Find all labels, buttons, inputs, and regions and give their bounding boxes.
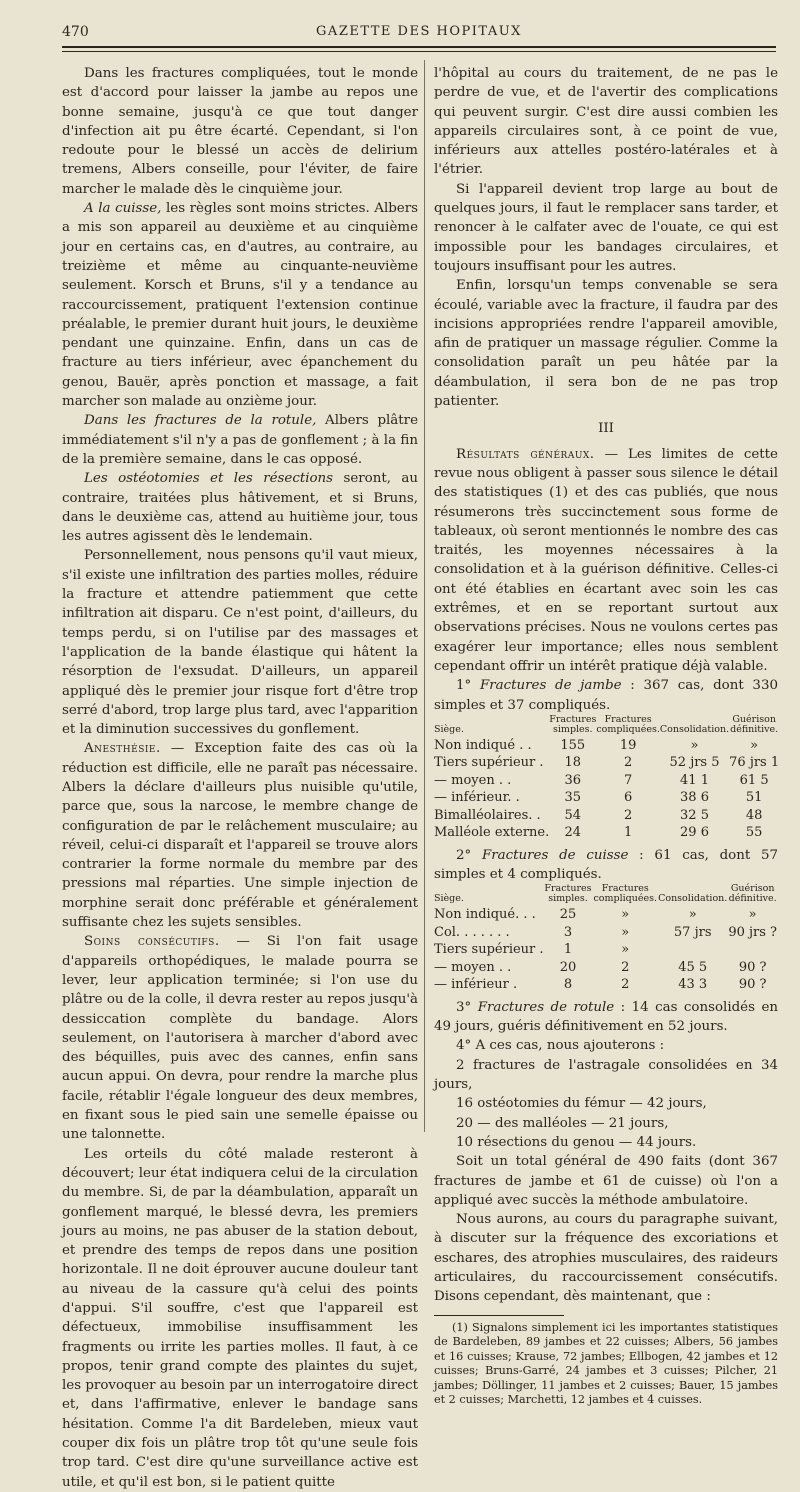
paragraph: Anesthésie. — Exception faite des cas où la réduction est difficile, elle ne paraît pas nécessaire. Albers la déclare d'ailleurs plus nuisible qu'utile, parce que, sous la narcose, le membre change de configuration de par le relâchement musculaire; au réveil, celui-ci disparaît et l'appareil se trouve alors contrarier la forme normale du membre par des pressions mal réparties. Une simple injection de morphine serait donc préférable et généralement suffisante chez les sujets sensibles. xyxy=(62,741,418,931)
table-row xyxy=(434,737,779,755)
table-cell: 76 jrs 1 xyxy=(729,755,780,771)
list-item: 20 — des malléoles — 21 jours, xyxy=(456,1115,669,1131)
table-cell: » xyxy=(621,907,630,923)
paragraph: Dans les fractures compliquées, tout le monde est d'accord pour laisser la jambe au repos une bonne semaine, jusqu'à ce que tout danger d'infection ait pu être écarté. Cependant, si l'on redoute pour le blessé un accès de delirium tremens, Albers conseille, pour l'éviter, de faire marcher le malade dès le cinquième jour. xyxy=(62,66,418,197)
header-rule-thick xyxy=(62,46,776,48)
table-cell: Non indiqué. . . xyxy=(434,907,536,923)
column-header: Fractures simples. xyxy=(549,713,597,735)
table-cell: 61 5 xyxy=(739,772,769,788)
table-row xyxy=(434,754,779,772)
paragraph: Les orteils du côté malade resteront à découvert; leur état indiquera celui de la circulation du membre. Si, de par la déambulation, apparaît un gonflement marqué, le blessé devra, les premiers jours au moins, ne pas abuser de la station debout, et prendre des temps de repos dans une position horizontale. Il ne doit éprouver aucune douleur tant au niveau de la cassure qu'à celui des points d'appui. S'il souffre, c'est que l'appareil est défectueux, immobilise insuffisamment les fragments ou irrite les parties molles. Il faut, à ce propos, tenir grand compte des plaintes du sujet, les provoquer au besoin par un interrogatoire direct et, dans l'affirmative, enlever le bandage sans hésitation. Comme l'a dit Bardeleben, mieux vaut couper dix fois un plâtre trop tôt qu'une seule fois trop tard. C'est dire qu'une surveillance active est utile, et qu'il est bon, si le patient quitte xyxy=(62,1146,418,1490)
table-row xyxy=(434,824,779,842)
table-cell: 29 6 xyxy=(680,825,709,841)
list-item: 16 ostéotomies du fémur — 42 jours, xyxy=(456,1096,707,1112)
table-cell xyxy=(658,941,727,959)
journal-title: GAZETTE DES HOPITAUX xyxy=(316,24,522,39)
table-cell: 6 xyxy=(623,790,633,806)
table-cell: 2 xyxy=(621,977,630,993)
table-cell: 35 xyxy=(564,790,582,806)
column-divider xyxy=(424,60,425,1132)
column-header: Fractures compliquées. xyxy=(593,883,658,905)
paragraph: Enfin, lorsqu'un temps convenable se sera écoulé, variable avec la fracture, il faudra par des incisions appropriées rendre l'appareil amovible, afin de pratiquer un massage régulier. Comme la consolidation paraît un peu hâtée par la déambulation, il sera bon de ne pas trop patienter. xyxy=(434,278,778,410)
table-cell: 90 ? xyxy=(738,977,767,993)
table-cell: 32 5 xyxy=(680,807,709,823)
table-cell: 2 xyxy=(623,807,633,823)
paragraph: Soit un total général de 490 faits (dont 367 fractures de jambe et 61 de cuisse) où l'on a appliqué avec succès la méthode ambulatoire. xyxy=(434,1154,778,1208)
table-cell: 57 jrs xyxy=(673,924,712,940)
table-cell: » xyxy=(690,737,699,753)
table-cell: 1 xyxy=(563,942,573,958)
thigh-fracture-table xyxy=(434,884,778,994)
table-row xyxy=(434,789,779,807)
paragraph: A la cuisse, les règles sont moins strictes. Albers a mis son appareil au deuxième et au cinquième jour en certains cas, en d'autres, au contraire, au treizième et même au cinquante-neuvième seulement. Korsch et Bruns, s'il y a tendance au raccourcissement, pratiquent l'extension continue préalable, le premier durant huit jours, le deuxième pendant une quinzaine. Enfin, dans un cas de fracture au tiers inférieur, avec épanchement du genou, Bauër, après ponction et massage, a fait marcher son malade au onzième jour. xyxy=(62,201,418,410)
paragraph: Dans les fractures de la rotule, Albers plâtre immédiatement s'il n'y a pas de gonflement ; à la fin de la première semaine, dans le cas opposé. xyxy=(62,413,418,467)
column-header: Fractures simples. xyxy=(544,883,592,905)
column-header: Guérison définitive. xyxy=(728,883,777,905)
list-item: 2 fractures de l'astragale consolidées en 34 jours, xyxy=(434,1057,778,1093)
table-row xyxy=(434,772,779,790)
page-header xyxy=(62,22,776,44)
footnote: (1) Signalons simplement ici les importantes statistiques de Bardeleben, 89 jambes et 22 cuisses; Albers, 56 jambes et 16 cuisses; Krause, 72 jambes; Ellbogen, 42 jambes et 12 cuisses; Bruns-Garré, 24 jambes et 3 cuisses; Pilcher, 21 jambes; Döllinger, 11 jambes et 2 cuisses; Bauer, 15 jambes et 2 cuisses; Marchetti, 12 jambes et 4 cuisses. xyxy=(434,1320,778,1407)
table-cell: 43 3 xyxy=(678,977,708,993)
paragraph: 4° A ces cas, nous ajouterons : xyxy=(456,1038,665,1054)
table-cell: 36 xyxy=(564,772,582,788)
table-cell: Col. . . . . . . xyxy=(434,924,510,940)
table-row xyxy=(434,924,778,942)
table-cell: Malléole externe. xyxy=(434,825,550,841)
column-header: Siège. xyxy=(434,723,464,735)
table-row xyxy=(434,976,778,994)
table-cell: » xyxy=(688,907,697,923)
table-cell: 20 xyxy=(559,959,577,975)
paragraph: Nous aurons, au cours du paragraphe suivant, à discuter sur la fréquence des excoriations et eschares, des atrophies musculaires, des raideurs articulaires, du raccourcissement consécutifs. Disons cependant, dès maintenant, que : xyxy=(434,1212,778,1305)
table-cell: 19 xyxy=(619,737,637,753)
table-cell: 48 xyxy=(745,807,763,823)
section-heading: III xyxy=(598,421,614,437)
table-cell: — moyen . . xyxy=(434,959,512,975)
header-rule-thin xyxy=(62,51,776,52)
table-cell: Non indiqué . . xyxy=(434,737,532,753)
left-column xyxy=(62,64,418,1492)
right-column xyxy=(434,64,778,1408)
column-header: Siège. xyxy=(434,893,464,905)
table-cell: — moyen . . xyxy=(434,772,512,788)
column-header: Consolidation. xyxy=(658,893,728,905)
paragraph: l'hôpital au cours du traitement, de ne pas le perdre de vue, et de l'avertir des complications qui peuvent surgir. C'est dire aussi combien les appareils circulaires sont, à ce point de vue, inférieurs aux attelles postéro-latérales et à l'étrier. xyxy=(434,66,778,178)
table-cell: 18 xyxy=(564,755,582,771)
table-cell xyxy=(727,941,778,959)
table-cell: 7 xyxy=(623,772,633,788)
footnotes xyxy=(434,1321,778,1408)
table-cell: — inférieur . xyxy=(434,977,518,993)
additional-cases-list xyxy=(434,1056,778,1152)
paragraph: Personnellement, nous pensons qu'il vaut mieux, s'il existe une infiltration des parties molles, réduire la fracture et attendre patiemment que cette infiltration ait disparu. Ce n'est point, d'ailleurs, du temps perdu, si on l'utilise par des massages et l'application de la bande élastique qui hâtent la résorption de l'exsudat. D'ailleurs, un appareil appliqué dès le premier jour risque fort d'être trop serré d'abord, trop large plus tard, avec l'apparition et la diminution successives du gonflement. xyxy=(62,548,418,738)
table-cell: » xyxy=(621,924,630,940)
table-cell: Bimalléolaires. . xyxy=(434,807,541,823)
table-cell: 41 1 xyxy=(680,772,709,788)
table-cell: — inférieur. . xyxy=(434,790,520,806)
table-cell: 52 jrs 5 xyxy=(669,755,720,771)
table-cell: 2 xyxy=(621,959,630,975)
table-row xyxy=(434,959,778,977)
table-row xyxy=(434,941,778,959)
table-row xyxy=(434,807,779,825)
table-cell: 2 xyxy=(623,755,633,771)
table-cell: 90 ? xyxy=(738,959,767,975)
table-row xyxy=(434,906,778,924)
list-item: 10 résections du genou — 44 jours. xyxy=(456,1134,697,1150)
table-caption: 2° Fractures de cuisse : 61 cas, dont 57 simples et 4 compliqués. xyxy=(434,847,778,883)
table-cell: 38 6 xyxy=(680,790,709,806)
table-cell: 55 xyxy=(745,825,763,841)
page-number: 470 xyxy=(62,24,89,40)
table-cell: 25 xyxy=(559,907,577,923)
table-cell: » xyxy=(750,737,759,753)
paragraph: Les ostéotomies et les résections seront, au contraire, traitées plus hâtivement, et si Bruns, dans le deuxième cas, attend au huitième jour, tous les autres agissent dès le lendemain. xyxy=(62,471,418,545)
table-cell: 54 xyxy=(564,807,582,823)
column-header: Consolidation. xyxy=(659,723,730,735)
table-cell: Tiers supérieur . xyxy=(434,942,544,958)
paragraph: Si l'appareil devient trop large au bout de quelques jours, il faut le remplacer sans tarder, et renoncer à le calfater avec de l'ouate, ce qui est impossible pour les bandages circulaires, et toujours insuffisant pour les autres. xyxy=(434,181,778,274)
column-header: Fractures compliquées. xyxy=(596,713,660,735)
table-cell: 3 xyxy=(563,924,573,940)
table-caption: 1° Fractures de jambe : 367 cas, dont 330 simples et 37 compliqués. xyxy=(434,678,778,713)
paragraph: Soins consécutifs. — Si l'on fait usage d'appareils orthopédiques, le malade pourra se lever, leur application terminée; si l'on use du plâtre ou de la colle, il devra rester au repos jusqu'à dessiccation complète du bandage. Alors seulement, on l'autorisera à marcher d'abord avec des béquilles, puis avec des cannes, enfin sans aucun appui. On devra, pour rendre la marche plus facile, rétablir l'égale longueur des deux membres, en fixant sous le pied sain une semelle épaisse ou une talonnette. xyxy=(62,934,418,1143)
paragraph: 3° Fractures de rotule : 14 cas consolidés en 49 jours, guéris définitivement en 52 jours. xyxy=(434,999,778,1035)
leg-fracture-table xyxy=(434,715,779,842)
paragraph: Résultats généraux. — Les limites de cette revue nous obligent à passer sous silence le détail des statistiques (1) et des cas publiés, que nous résumerons très succinctement sous forme de tableaux, où seront mentionnés le nombre des cas traités, les moyennes nécessaires à la consolidation et à la guérison définitive. Celles-ci ont été établies en écartant avec soin les cas extrêmes, et en se reportant surtout aux observations précises. Nous ne voulons certes pas exagérer leur importance; elles nous semblent cependant offrir un intérêt pratique déjà valable. xyxy=(434,446,778,674)
table-cell: Tiers supérieur . xyxy=(434,755,544,771)
table-cell: » xyxy=(748,907,757,923)
column-header: Guérison définitive. xyxy=(730,713,779,735)
table-cell: » xyxy=(621,942,630,958)
table-cell: 90 jrs ? xyxy=(728,924,778,940)
table-cell: 45 5 xyxy=(678,959,708,975)
footnote-rule xyxy=(434,1315,564,1316)
table-cell: 155 xyxy=(560,737,586,753)
table-cell: 24 xyxy=(564,825,582,841)
table-cell: 1 xyxy=(623,825,633,841)
table-cell: 8 xyxy=(563,977,573,993)
table-cell: 51 xyxy=(745,790,763,806)
